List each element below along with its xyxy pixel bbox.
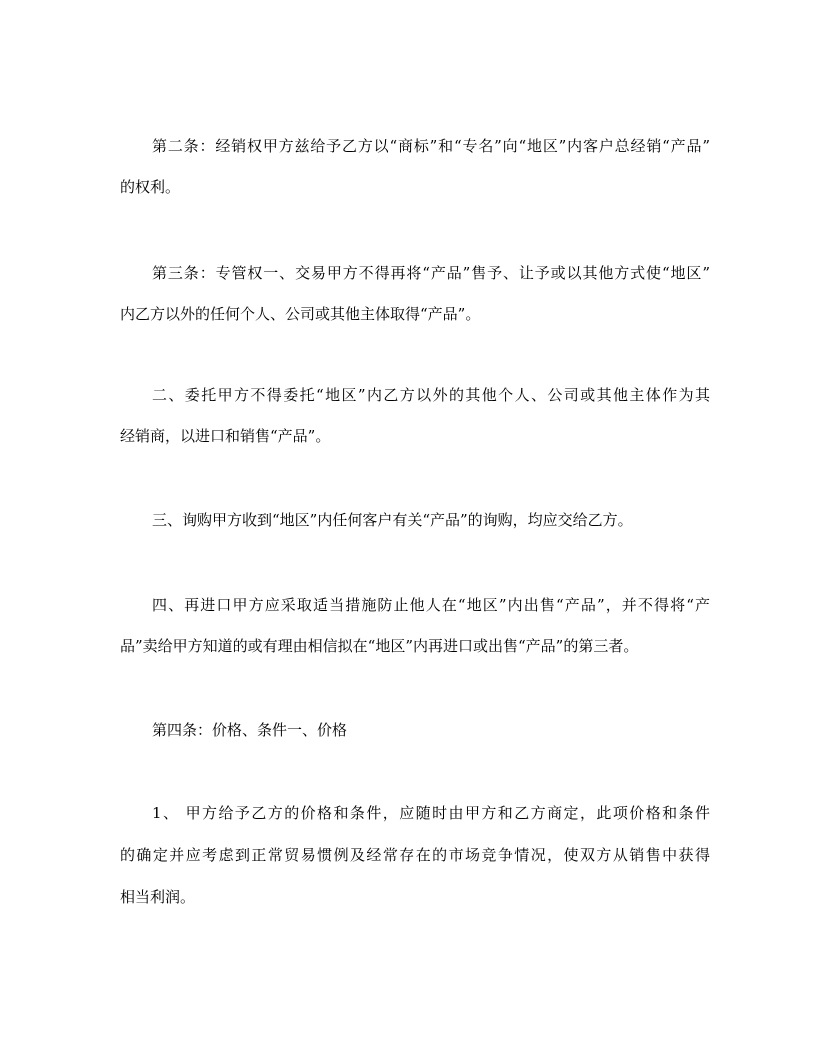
paragraph-line: 内乙方以外的任何个人、公司或其他主体取得“产品”。: [120, 305, 481, 323]
paragraph-line: 经销商，以进口和销售“产品”。: [120, 427, 331, 445]
paragraph-price-terms: [120, 806, 710, 905]
paragraph-line: 1、 甲方给予乙方的价格和条件，应随时由甲方和乙方商定，此项价格和条件: [152, 804, 710, 822]
paragraph-line: 四、再进口甲方应采取适当措施防止他人在“地区”内出售“产品”，并不得将“产: [152, 596, 710, 614]
paragraph-line: 的确定并应考虑到正常贸易惯例及经常存在的市场竞争情况，使双方从销售中获得: [120, 846, 710, 864]
paragraph-line: 第二条：经销权甲方兹给予乙方以“商标”和“专名”向“地区”内客户总经销“产品”: [152, 137, 710, 155]
paragraph-re-import: [120, 598, 710, 654]
paragraph-article-2-distribution-right: [120, 139, 710, 195]
paragraph-entrustment: [120, 388, 710, 444]
paragraph-line: 的权利。: [120, 178, 181, 196]
paragraph-line: 第四条：价格、条件一、价格: [152, 721, 348, 739]
paragraph-inquiry: [120, 513, 710, 528]
paragraph-line: 品”卖给甲方知道的或有理由相信拟在“地区”内再进口或出售“产品”的第三者。: [120, 637, 639, 655]
paragraph-line: 三、询购甲方收到“地区”内任何客户有关“产品”的询购，均应交给乙方。: [152, 511, 633, 529]
paragraph-article-4-heading: [120, 723, 710, 738]
paragraph-article-3-exclusive-right: [120, 266, 710, 322]
paragraph-line: 二、委托甲方不得委托“地区”内乙方以外的其他个人、公司或其他主体作为其: [152, 386, 710, 404]
paragraph-line: 相当利润。: [120, 888, 196, 906]
paragraph-line: 第三条：专管权一、交易甲方不得再将“产品”售予、让予或以其他方式使“地区”: [152, 264, 710, 282]
